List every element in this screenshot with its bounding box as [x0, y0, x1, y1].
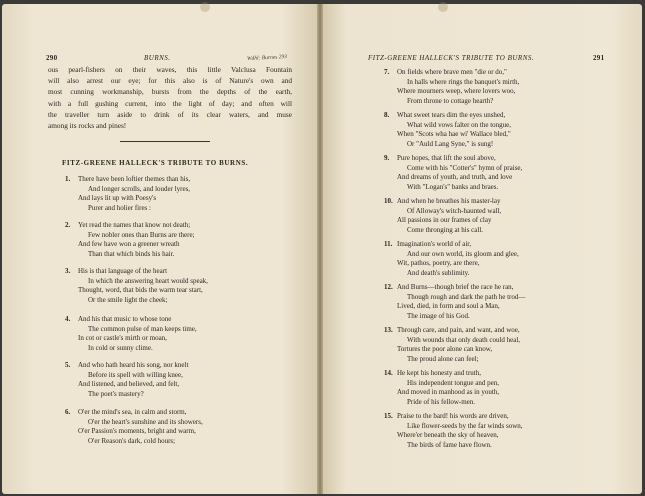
stanza-number: 8. — [384, 111, 390, 119]
poem-line-text: In halls where rings the banquet's mirth, — [407, 77, 520, 86]
poem-line-text: Or "Auld Lang Syne," is sung! — [407, 139, 494, 148]
poem-line-text: His is that language of the heart — [78, 267, 168, 275]
poem-line-text: The birds of fame have flown. — [407, 440, 492, 449]
poem-line-text: The poet's mastery? — [88, 389, 144, 398]
poem-line-text: Or the smile light the cheek; — [88, 295, 168, 304]
poem-line — [78, 296, 208, 306]
poem-line-text: With "Logan's" banks and braes. — [407, 182, 499, 191]
poem-line — [384, 412, 523, 422]
poem-line — [397, 226, 501, 236]
poem-line-text: Pride of his fellow-men. — [407, 397, 476, 406]
poem-line-text: Few nobler ones than Burns are there; — [88, 230, 195, 239]
stanza-number: 15. — [384, 412, 393, 420]
poem-line — [384, 283, 525, 293]
poem-line — [397, 121, 511, 131]
poem-line — [78, 286, 208, 296]
poem-line-text: From throne to cottage hearth? — [407, 96, 494, 105]
stanza — [384, 111, 512, 149]
stanza — [384, 412, 523, 450]
poem-line — [78, 240, 195, 250]
poem-line-text: There have been loftier themes than his, — [78, 175, 191, 183]
stanza-number: 6. — [65, 408, 71, 416]
poem-line — [384, 68, 519, 78]
poem-line-text: And his that music to whose tone — [78, 315, 172, 323]
poem-line-text: And our own world, its gloom and glee, — [407, 249, 519, 258]
prose-line: ous pearl-fishers on their waves, this little Valclusa Fountain — [48, 65, 292, 74]
poem-line-text: Come thronging at his call. — [407, 225, 484, 234]
stanza — [384, 68, 520, 106]
stanza — [65, 361, 189, 399]
poem-line-text: Praise to the bard! his words are driven, — [397, 412, 509, 420]
poem-line — [397, 183, 522, 193]
poem-line — [78, 344, 197, 354]
right-page-number: 291 — [593, 54, 605, 62]
poem-line-text: And listened, and believed, and felt, — [78, 380, 180, 389]
poem-line — [397, 216, 501, 226]
poem-line-text: All passions in our frames of clay — [397, 216, 492, 225]
stanza-number: 10. — [384, 197, 393, 205]
poem-line-text: In cot or castle's mirth or moan, — [78, 334, 167, 343]
poem-line — [397, 388, 499, 398]
poem-line-text: Before its spell with willing knee, — [88, 370, 183, 379]
stanza-number: 1. — [65, 175, 71, 183]
poem-line — [397, 431, 523, 441]
book-gutter — [317, 4, 323, 494]
poem-line — [397, 336, 520, 346]
left-page-number: 290 — [46, 54, 58, 62]
stanza-number: 9. — [384, 154, 390, 162]
poem-line-text: Purer and holier fires : — [88, 203, 151, 212]
stanza — [384, 197, 502, 235]
poem-line — [397, 422, 523, 432]
stanza — [65, 408, 203, 446]
poem-line-text: What wild vows falter on the tongue, — [407, 120, 512, 129]
poem-line — [397, 345, 520, 355]
poem-line — [65, 361, 188, 371]
poem-line-text: Through care, and pain, and want, and woe, — [397, 326, 520, 334]
poem-line-text: Imagination's world of air, — [397, 240, 472, 248]
poem-line — [397, 173, 522, 183]
left-page — [2, 4, 320, 494]
poem-line — [397, 269, 519, 279]
poem-line-text: Of Alloway's witch-haunted wall, — [407, 206, 502, 215]
poem-line — [397, 398, 499, 408]
poem-line — [384, 154, 522, 164]
poem-line-text: And longer scrolls, and louder lyres, — [88, 184, 191, 193]
poem-line — [78, 427, 203, 437]
poem-line-text: Though rough and dark the path he trod— — [407, 292, 526, 301]
poem-line — [65, 267, 208, 277]
poem-line-text: And death's sublimity. — [407, 268, 470, 277]
stanza-number: 11. — [384, 240, 393, 248]
page-stain — [200, 2, 210, 12]
poem-line-text: Than that which binds his hair. — [88, 249, 175, 258]
stanza — [384, 240, 519, 278]
poem-line-text: What sweet tears dim the eyes unshed, — [397, 111, 506, 119]
poem-line-text: Yet read the names that know not death; — [78, 221, 191, 229]
poem-line — [65, 175, 190, 185]
right-page — [320, 4, 642, 494]
poem-line-text: Like flower-seeds by the far winds sown, — [407, 421, 523, 430]
poem-line — [397, 250, 519, 260]
stanza — [384, 283, 526, 321]
poem-line — [397, 293, 525, 303]
prose-line: the traveller turn aside to drink of its clear waters, and muse — [48, 109, 292, 119]
poem-line-text: And who hath heard his song, nor knelt — [78, 361, 189, 369]
stanza — [65, 315, 197, 353]
poem-line — [65, 221, 195, 231]
poem-line-text: He kept his honesty and truth, — [397, 369, 481, 377]
poem-line-text: Thought, word, that bids the warm tear start, — [78, 286, 203, 295]
poem-line-text: The proud alone can feel; — [407, 354, 479, 363]
poem-line-text: In cold or sunny clime. — [88, 343, 153, 352]
poem-line — [78, 437, 203, 447]
right-running-head: FITZ-GREENE HALLECK'S TRIBUTE TO BURNS. — [368, 54, 535, 62]
poem-line — [78, 371, 188, 381]
stanza-number: 2. — [65, 221, 71, 229]
poem-line — [78, 250, 195, 260]
poem-line — [397, 140, 511, 150]
stanza — [65, 175, 191, 213]
poem-line-text: O'er Passion's moments, bright and warm, — [78, 427, 196, 436]
poem-line — [397, 379, 499, 389]
poem-line — [384, 326, 520, 336]
poem-line — [78, 185, 190, 195]
poem-line-text: O'er Reason's dark, cold hours; — [88, 436, 176, 445]
poem-line-text: And when he breathes his master-lay — [397, 197, 501, 205]
poem-line — [397, 302, 525, 312]
poem-line — [397, 87, 519, 97]
poem-line — [65, 408, 203, 418]
poem-line-text: And dreams of youth, and truth, and love — [397, 173, 513, 182]
poem-line — [397, 259, 519, 269]
poem-line-text: O'er the heart's sunshine and its showers, — [88, 417, 203, 426]
stanza-number: 12. — [384, 283, 393, 291]
stanza-number: 14. — [384, 369, 393, 377]
poem-line-text: The common pulse of man keeps time, — [88, 324, 197, 333]
poem-line — [384, 240, 519, 250]
poem-line — [384, 197, 501, 207]
section-divider — [120, 141, 210, 142]
stanza-number: 7. — [384, 68, 390, 76]
poem-line-text: Tortures the poor alone can know, — [397, 345, 493, 354]
stanza-number: 4. — [65, 315, 71, 323]
poem-line-text: And lays lit up with Poesy's — [78, 194, 157, 203]
left-running-head: BURNS. — [144, 54, 171, 62]
handwritten-margin-note: Wdhl: Burnes 293 — [246, 53, 288, 63]
poem-line-text: With wounds that only death could heal, — [407, 335, 521, 344]
prose-paragraph — [48, 64, 292, 131]
poem-line — [78, 380, 188, 390]
poem-line — [384, 111, 511, 121]
poem-line-text: And Burns—though brief the race he ran, — [397, 283, 514, 291]
poem-line-text: Pure hopes, that lift the soul above, — [397, 154, 496, 162]
poem-line-text: Where mourners weep, where lovers woo, — [397, 87, 516, 96]
poem-line — [397, 441, 523, 451]
poem-title: FITZ-GREENE HALLECK'S TRIBUTE TO BURNS. — [62, 159, 249, 167]
poem-line-text: Come with his "Cotter's" hymn of praise, — [407, 163, 523, 172]
poem-line — [397, 164, 522, 174]
poem-line — [397, 78, 519, 88]
stanza-number: 13. — [384, 326, 393, 334]
poem-line-text: Where'er beneath the sky of heaven, — [397, 431, 499, 440]
poem-line-text: His independent tongue and pen, — [407, 378, 499, 387]
stanza-number: 5. — [65, 361, 71, 369]
poem-line — [78, 204, 190, 214]
poem-line-text: In which the answering heart would speak, — [88, 276, 208, 285]
stanza — [65, 267, 208, 305]
prose-line: most cunning workmanship, bursts from the depths of the earth, — [48, 87, 292, 97]
poem-line — [397, 312, 525, 322]
prose-line: will also arrest our eye; for this also is of Nature's own and — [48, 76, 292, 86]
stanza — [384, 369, 500, 407]
poem-line — [78, 231, 195, 241]
poem-line-text: And few have won a greener wreath — [78, 240, 180, 249]
poem-line-text: And moved in manhood as in youth, — [397, 388, 500, 397]
poem-line — [397, 207, 501, 217]
poem-line — [78, 418, 203, 428]
poem-line — [65, 315, 197, 325]
poem-line — [78, 277, 208, 287]
poem-line — [397, 130, 511, 140]
stanza — [384, 154, 523, 192]
poem-line — [397, 355, 520, 365]
stanza — [384, 326, 521, 364]
prose-line: among its rocks and pines! — [48, 121, 127, 131]
poem-line — [384, 369, 499, 379]
poem-line-text: O'er the mind's sea, in calm and storm, — [78, 408, 187, 416]
poem-line — [78, 325, 197, 335]
stanza-number: 3. — [65, 267, 71, 275]
prose-line: with a full gushing current, into the light of day; and often will — [48, 98, 292, 108]
stanza — [65, 221, 195, 259]
poem-line — [397, 97, 519, 107]
poem-line — [78, 194, 190, 204]
poem-line — [78, 334, 197, 344]
poem-line — [78, 390, 188, 400]
poem-line-text: On fields where brave men "die or do," — [397, 68, 507, 76]
page-stain — [438, 2, 448, 12]
poem-line-text: The image of his God. — [407, 311, 470, 320]
poem-line-text: Lived, died, in form and soul a Man, — [397, 302, 500, 311]
poem-line-text: Wit, pathos, poetry, are there, — [397, 259, 480, 268]
poem-line-text: When "Scots wha hae wi' Wallace bled," — [397, 130, 511, 139]
